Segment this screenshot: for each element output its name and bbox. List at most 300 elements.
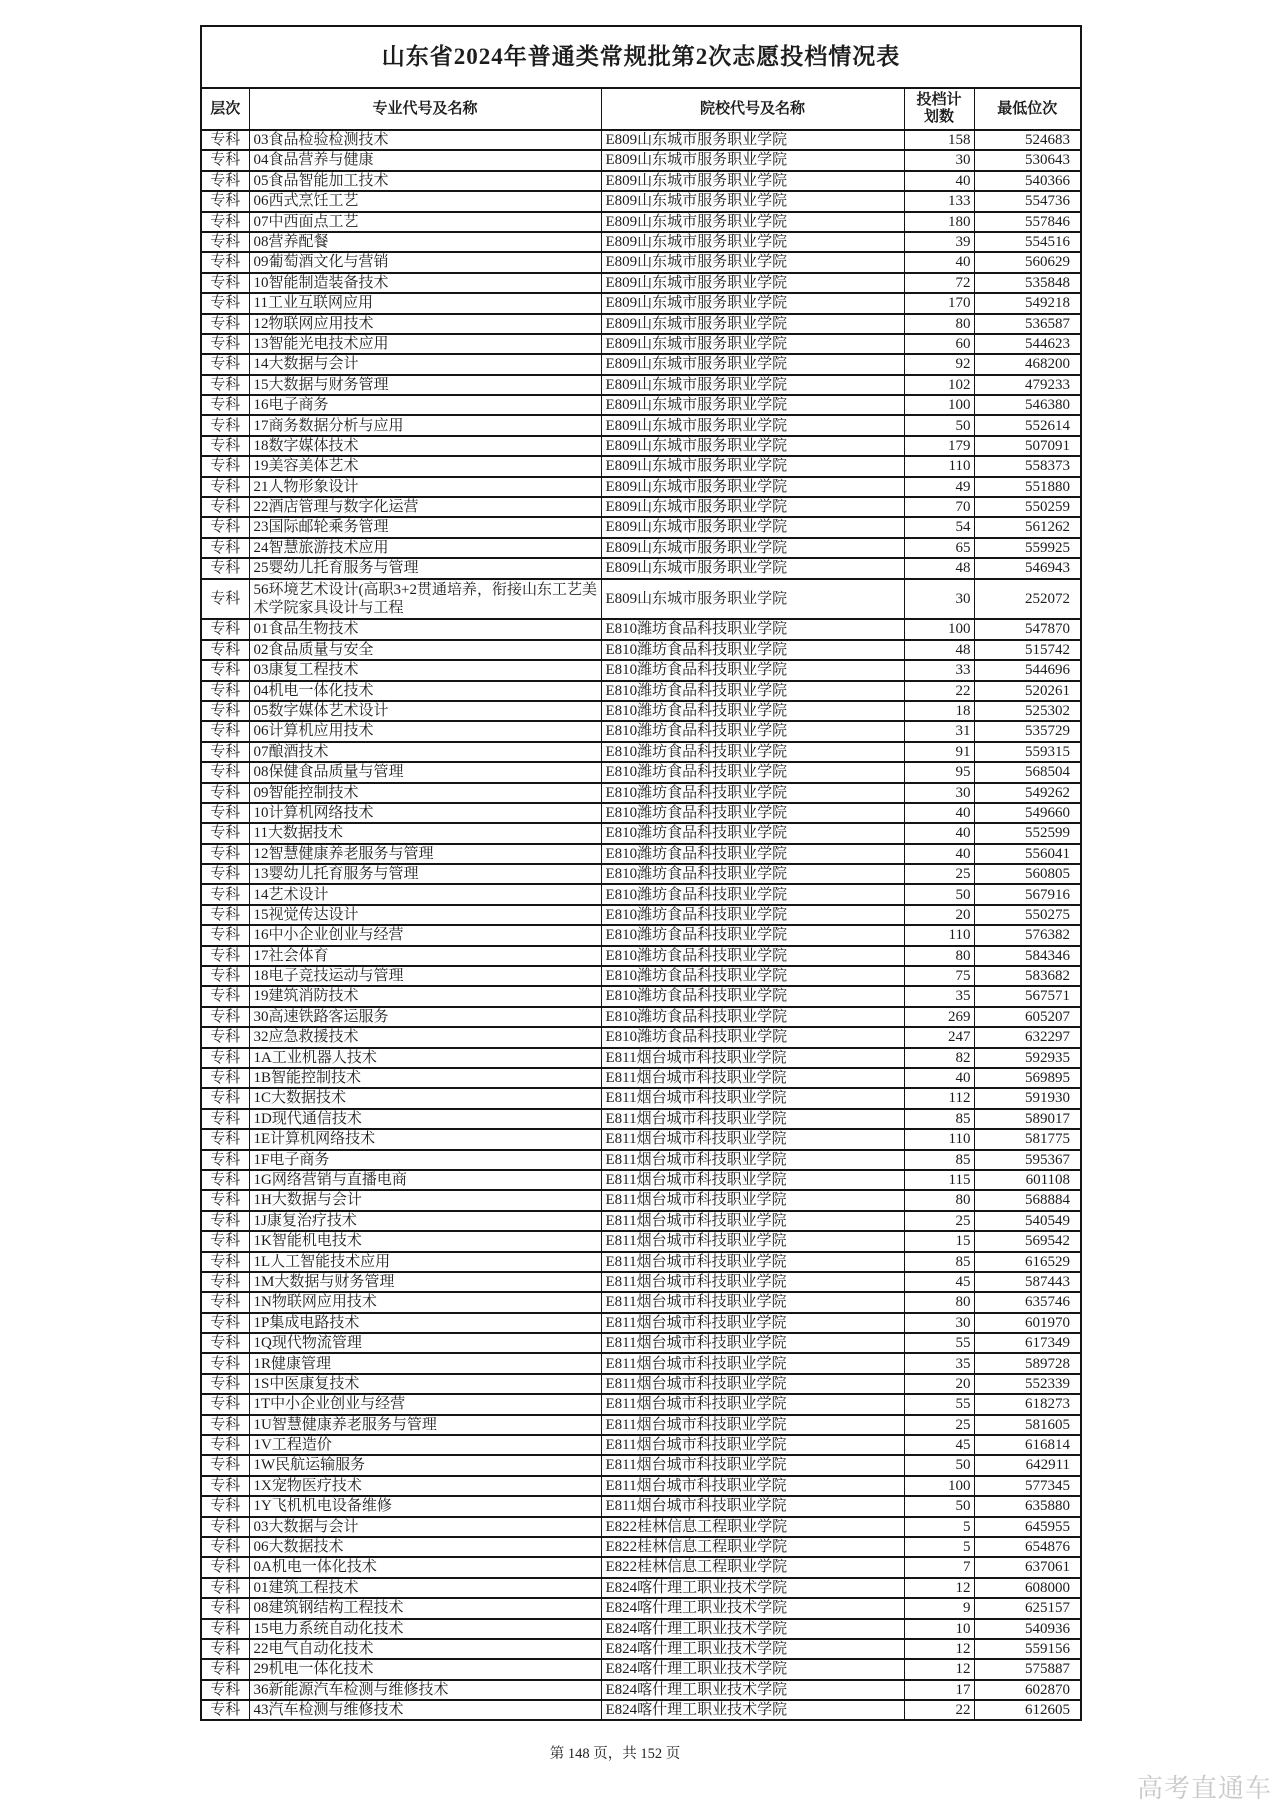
major-cell: 1S中医康复技术 — [249, 1374, 601, 1394]
table-row — [201, 864, 1081, 884]
col-header-plan — [904, 88, 974, 130]
level-cell: 专科 — [201, 1557, 249, 1577]
rank-cell: 595367 — [974, 1150, 1081, 1170]
level-cell: 专科 — [201, 1639, 249, 1659]
college-cell: E810潍坊食品科技职业学院 — [601, 823, 904, 843]
rank-cell: 569542 — [974, 1231, 1081, 1251]
plan-cell: 133 — [904, 191, 974, 211]
watermark: 高考直通车 — [1136, 1774, 1272, 1803]
col-header-major: 专业代号及名称 — [249, 88, 601, 130]
college-cell: E809山东城市服务职业学院 — [601, 314, 904, 334]
table-row — [201, 456, 1081, 476]
plan-cell: 247 — [904, 1027, 974, 1047]
rank-cell: 591930 — [974, 1088, 1081, 1108]
plan-cell: 158 — [904, 130, 974, 150]
level-cell: 专科 — [201, 1252, 249, 1272]
college-cell: E811烟台城市科技职业学院 — [601, 1353, 904, 1373]
rank-cell: 575887 — [974, 1659, 1081, 1679]
table-row — [201, 946, 1081, 966]
college-cell: E809山东城市服务职业学院 — [601, 191, 904, 211]
major-cell: 03康复工程技术 — [249, 660, 601, 680]
major-cell: 1L人工智能技术应用 — [249, 1252, 601, 1272]
college-cell: E809山东城市服务职业学院 — [601, 538, 904, 558]
major-cell: 1D现代通信技术 — [249, 1109, 601, 1129]
major-cell: 08建筑钢结构工程技术 — [249, 1598, 601, 1618]
college-cell: E809山东城市服务职业学院 — [601, 497, 904, 517]
plan-cell: 25 — [904, 1211, 974, 1231]
level-cell: 专科 — [201, 456, 249, 476]
college-cell: E810潍坊食品科技职业学院 — [601, 1027, 904, 1047]
table-row — [201, 660, 1081, 680]
level-cell: 专科 — [201, 232, 249, 252]
level-cell: 专科 — [201, 1517, 249, 1537]
plan-cell: 179 — [904, 436, 974, 456]
table-row — [201, 477, 1081, 497]
table-row — [201, 1048, 1081, 1068]
table-row — [201, 1292, 1081, 1312]
plan-cell: 31 — [904, 721, 974, 741]
rank-cell: 549262 — [974, 783, 1081, 803]
table-row — [201, 1415, 1081, 1435]
plan-cell: 17 — [904, 1680, 974, 1700]
rank-cell: 601970 — [974, 1313, 1081, 1333]
level-cell: 专科 — [201, 436, 249, 456]
major-cell: 21人物形象设计 — [249, 477, 601, 497]
rank-cell: 605207 — [974, 1007, 1081, 1027]
level-cell: 专科 — [201, 1700, 249, 1720]
level-cell: 专科 — [201, 640, 249, 660]
college-cell: E810潍坊食品科技职业学院 — [601, 619, 904, 639]
major-cell: 1E计算机网络技术 — [249, 1129, 601, 1149]
college-cell: E809山东城市服务职业学院 — [601, 334, 904, 354]
major-cell: 14艺术设计 — [249, 884, 601, 904]
rank-cell: 637061 — [974, 1557, 1081, 1577]
plan-cell: 20 — [904, 1374, 974, 1394]
level-cell: 专科 — [201, 946, 249, 966]
college-cell: E824喀什理工职业技术学院 — [601, 1598, 904, 1618]
college-cell: E824喀什理工职业技术学院 — [601, 1639, 904, 1659]
column-header-row — [201, 88, 1081, 130]
table-row — [201, 701, 1081, 721]
level-cell: 专科 — [201, 1129, 249, 1149]
college-cell: E810潍坊食品科技职业学院 — [601, 986, 904, 1006]
college-cell: E811烟台城市科技职业学院 — [601, 1496, 904, 1516]
major-cell: 1J康复治疗技术 — [249, 1211, 601, 1231]
major-cell: 11工业互联网应用 — [249, 293, 601, 313]
plan-cell: 85 — [904, 1150, 974, 1170]
col-header-college: 院校代号及名称 — [601, 88, 904, 130]
rank-cell: 632297 — [974, 1027, 1081, 1047]
level-cell: 专科 — [201, 1150, 249, 1170]
college-cell: E824喀什理工职业技术学院 — [601, 1659, 904, 1679]
table-row — [201, 1435, 1081, 1455]
table-row — [201, 558, 1081, 578]
table-row — [201, 1068, 1081, 1088]
plan-cell: 45 — [904, 1435, 974, 1455]
rank-cell: 547870 — [974, 619, 1081, 639]
table-row — [201, 1231, 1081, 1251]
plan-cell: 12 — [904, 1639, 974, 1659]
table-row — [201, 783, 1081, 803]
table-row — [201, 273, 1081, 293]
major-cell: 17社会体育 — [249, 946, 601, 966]
major-cell: 1M大数据与财务管理 — [249, 1272, 601, 1292]
table-row — [201, 1027, 1081, 1047]
admission-table-grid — [200, 25, 1082, 1721]
plan-cell: 80 — [904, 1190, 974, 1210]
college-cell: E810潍坊食品科技职业学院 — [601, 946, 904, 966]
table-row — [201, 395, 1081, 415]
plan-cell: 40 — [904, 171, 974, 191]
plan-cell: 75 — [904, 966, 974, 986]
major-cell: 1F电子商务 — [249, 1150, 601, 1170]
plan-cell: 30 — [904, 783, 974, 803]
plan-cell: 12 — [904, 1659, 974, 1679]
rank-cell: 567571 — [974, 986, 1081, 1006]
plan-cell: 12 — [904, 1578, 974, 1598]
major-cell: 29机电一体化技术 — [249, 1659, 601, 1679]
major-cell: 04机电一体化技术 — [249, 681, 601, 701]
college-cell: E824喀什理工职业技术学院 — [601, 1680, 904, 1700]
table-row — [201, 721, 1081, 741]
college-cell: E824喀什理工职业技术学院 — [601, 1578, 904, 1598]
major-cell: 12物联网应用技术 — [249, 314, 601, 334]
rank-cell: 568884 — [974, 1190, 1081, 1210]
rank-cell: 569895 — [974, 1068, 1081, 1088]
plan-cell: 30 — [904, 1313, 974, 1333]
level-cell: 专科 — [201, 1496, 249, 1516]
level-cell: 专科 — [201, 1272, 249, 1292]
major-cell: 32应急救援技术 — [249, 1027, 601, 1047]
major-cell: 07中西面点工艺 — [249, 212, 601, 232]
table-row — [201, 1394, 1081, 1414]
major-cell: 1N物联网应用技术 — [249, 1292, 601, 1312]
rank-cell: 515742 — [974, 640, 1081, 660]
plan-cell: 85 — [904, 1252, 974, 1272]
table-row — [201, 1272, 1081, 1292]
plan-cell: 82 — [904, 1048, 974, 1068]
level-cell: 专科 — [201, 334, 249, 354]
plan-cell: 60 — [904, 334, 974, 354]
rank-cell: 584346 — [974, 946, 1081, 966]
major-cell: 1V工程造价 — [249, 1435, 601, 1455]
table-row — [201, 1374, 1081, 1394]
college-cell: E810潍坊食品科技职业学院 — [601, 762, 904, 782]
plan-cell: 100 — [904, 619, 974, 639]
college-cell: E811烟台城市科技职业学院 — [601, 1272, 904, 1292]
level-cell: 专科 — [201, 354, 249, 374]
table-row — [201, 415, 1081, 435]
major-cell: 23国际邮轮乘务管理 — [249, 517, 601, 537]
plan-cell: 45 — [904, 1272, 974, 1292]
college-cell: E810潍坊食品科技职业学院 — [601, 721, 904, 741]
level-cell: 专科 — [201, 558, 249, 578]
level-cell: 专科 — [201, 1007, 249, 1027]
major-cell: 17商务数据分析与应用 — [249, 415, 601, 435]
table-row — [201, 1129, 1081, 1149]
rank-cell: 550275 — [974, 905, 1081, 925]
major-cell: 1Y飞机机电设备维修 — [249, 1496, 601, 1516]
table-row — [201, 1598, 1081, 1618]
major-cell: 22电气自动化技术 — [249, 1639, 601, 1659]
rank-cell: 559925 — [974, 538, 1081, 558]
rank-cell: 616814 — [974, 1435, 1081, 1455]
college-cell: E810潍坊食品科技职业学院 — [601, 884, 904, 904]
major-cell: 16电子商务 — [249, 395, 601, 415]
rank-cell: 554516 — [974, 232, 1081, 252]
plan-cell: 7 — [904, 1557, 974, 1577]
col-header-level: 层次 — [201, 88, 249, 130]
rank-cell: 645955 — [974, 1517, 1081, 1537]
major-cell: 04食品营养与健康 — [249, 150, 601, 170]
rank-cell: 530643 — [974, 150, 1081, 170]
rank-cell: 525302 — [974, 701, 1081, 721]
major-cell: 1R健康管理 — [249, 1353, 601, 1373]
major-cell: 03大数据与会计 — [249, 1517, 601, 1537]
plan-cell: 110 — [904, 1129, 974, 1149]
table-row — [201, 1700, 1081, 1720]
rank-cell: 549660 — [974, 803, 1081, 823]
rank-cell: 576382 — [974, 925, 1081, 945]
major-cell: 06计算机应用技术 — [249, 721, 601, 741]
rank-cell: 557846 — [974, 212, 1081, 232]
rank-cell: 612605 — [974, 1700, 1081, 1720]
plan-cell: 50 — [904, 884, 974, 904]
college-cell: E809山东城市服务职业学院 — [601, 130, 904, 150]
level-cell: 专科 — [201, 150, 249, 170]
level-cell: 专科 — [201, 966, 249, 986]
level-cell: 专科 — [201, 1292, 249, 1312]
major-cell: 1H大数据与会计 — [249, 1190, 601, 1210]
college-cell: E810潍坊食品科技职业学院 — [601, 783, 904, 803]
level-cell: 专科 — [201, 1537, 249, 1557]
rank-cell: 520261 — [974, 681, 1081, 701]
rank-cell: 558373 — [974, 456, 1081, 476]
level-cell: 专科 — [201, 1435, 249, 1455]
college-cell: E809山东城市服务职业学院 — [601, 252, 904, 272]
level-cell: 专科 — [201, 783, 249, 803]
level-cell: 专科 — [201, 375, 249, 395]
rank-cell: 550259 — [974, 497, 1081, 517]
major-cell: 10计算机网络技术 — [249, 803, 601, 823]
plan-cell: 40 — [904, 823, 974, 843]
college-cell: E810潍坊食品科技职业学院 — [601, 701, 904, 721]
college-cell: E809山东城市服务职业学院 — [601, 456, 904, 476]
level-cell: 专科 — [201, 1027, 249, 1047]
plan-cell: 91 — [904, 742, 974, 762]
rank-cell: 581775 — [974, 1129, 1081, 1149]
rank-cell: 601108 — [974, 1170, 1081, 1190]
table-row — [201, 130, 1081, 150]
rank-cell: 568504 — [974, 762, 1081, 782]
level-cell: 专科 — [201, 721, 249, 741]
rank-cell: 589017 — [974, 1109, 1081, 1129]
level-cell: 专科 — [201, 1415, 249, 1435]
title-row — [201, 26, 1081, 88]
plan-cell: 49 — [904, 477, 974, 497]
rank-cell: 618273 — [974, 1394, 1081, 1414]
major-cell: 1X宠物医疗技术 — [249, 1476, 601, 1496]
major-cell: 08营养配餐 — [249, 232, 601, 252]
table-row — [201, 1252, 1081, 1272]
major-cell: 56环境艺术设计(高职3+2贯通培养，衔接山东工艺美术学院家具设计与工程 — [249, 579, 601, 620]
level-cell: 专科 — [201, 1455, 249, 1475]
page-title: 山东省2024年普通类常规批第2次志愿投档情况表 — [201, 26, 1081, 88]
major-cell: 1Q现代物流管理 — [249, 1333, 601, 1353]
plan-cell: 35 — [904, 1353, 974, 1373]
plan-cell: 15 — [904, 1231, 974, 1251]
level-cell: 专科 — [201, 171, 249, 191]
table-row — [201, 1333, 1081, 1353]
level-cell: 专科 — [201, 415, 249, 435]
table-row — [201, 823, 1081, 843]
admission-table — [200, 25, 1080, 1721]
level-cell: 专科 — [201, 905, 249, 925]
plan-cell: 100 — [904, 1476, 974, 1496]
plan-cell: 40 — [904, 844, 974, 864]
plan-cell: 55 — [904, 1394, 974, 1414]
table-row — [201, 966, 1081, 986]
plan-cell: 22 — [904, 681, 974, 701]
plan-cell: 269 — [904, 1007, 974, 1027]
college-cell: E809山东城市服务职业学院 — [601, 150, 904, 170]
level-cell: 专科 — [201, 477, 249, 497]
college-cell: E811烟台城市科技职业学院 — [601, 1088, 904, 1108]
college-cell: E809山东城市服务职业学院 — [601, 232, 904, 252]
col-header-plan-label: 投档计划数 — [916, 91, 962, 125]
college-cell: E809山东城市服务职业学院 — [601, 212, 904, 232]
table-row — [201, 1517, 1081, 1537]
rank-cell: 587443 — [974, 1272, 1081, 1292]
table-row — [201, 1639, 1081, 1659]
table-row — [201, 252, 1081, 272]
major-cell: 18数字媒体技术 — [249, 436, 601, 456]
level-cell: 专科 — [201, 681, 249, 701]
plan-cell: 95 — [904, 762, 974, 782]
level-cell: 专科 — [201, 1231, 249, 1251]
level-cell: 专科 — [201, 660, 249, 680]
rank-cell: 592935 — [974, 1048, 1081, 1068]
major-cell: 1P集成电路技术 — [249, 1313, 601, 1333]
rank-cell: 561262 — [974, 517, 1081, 537]
college-cell: E810潍坊食品科技职业学院 — [601, 803, 904, 823]
level-cell: 专科 — [201, 844, 249, 864]
table-row — [201, 884, 1081, 904]
table-row — [201, 538, 1081, 558]
table-row — [201, 191, 1081, 211]
major-cell: 09葡萄酒文化与营销 — [249, 252, 601, 272]
level-cell: 专科 — [201, 1109, 249, 1129]
level-cell: 专科 — [201, 1088, 249, 1108]
level-cell: 专科 — [201, 884, 249, 904]
table-row — [201, 150, 1081, 170]
rank-cell: 559315 — [974, 742, 1081, 762]
table-row — [201, 844, 1081, 864]
college-cell: E809山东城市服务职业学院 — [601, 558, 904, 578]
plan-cell: 110 — [904, 456, 974, 476]
college-cell: E811烟台城市科技职业学院 — [601, 1048, 904, 1068]
plan-cell: 85 — [904, 1109, 974, 1129]
rank-cell: 635880 — [974, 1496, 1081, 1516]
table-row — [201, 1170, 1081, 1190]
college-cell: E809山东城市服务职业学院 — [601, 436, 904, 456]
table-row — [201, 354, 1081, 374]
table-row — [201, 1190, 1081, 1210]
major-cell: 15电力系统自动化技术 — [249, 1619, 601, 1639]
table-row — [201, 1007, 1081, 1027]
rank-cell: 577345 — [974, 1476, 1081, 1496]
major-cell: 09智能控制技术 — [249, 783, 601, 803]
plan-cell: 170 — [904, 293, 974, 313]
college-cell: E810潍坊食品科技职业学院 — [601, 925, 904, 945]
major-cell: 05食品智能加工技术 — [249, 171, 601, 191]
level-cell: 专科 — [201, 1659, 249, 1679]
rank-cell: 507091 — [974, 436, 1081, 456]
level-cell: 专科 — [201, 823, 249, 843]
col-header-rank: 最低位次 — [974, 88, 1081, 130]
table-row — [201, 803, 1081, 823]
level-cell: 专科 — [201, 619, 249, 639]
major-cell: 05数字媒体艺术设计 — [249, 701, 601, 721]
major-cell: 13婴幼儿托育服务与管理 — [249, 864, 601, 884]
table-row — [201, 517, 1081, 537]
table-row — [201, 436, 1081, 456]
major-cell: 16中小企业创业与经营 — [249, 925, 601, 945]
college-cell: E810潍坊食品科技职业学院 — [601, 966, 904, 986]
major-cell: 15视觉传达设计 — [249, 905, 601, 925]
plan-cell: 35 — [904, 986, 974, 1006]
rank-cell: 560805 — [974, 864, 1081, 884]
college-cell: E809山东城市服务职业学院 — [601, 579, 904, 620]
level-cell: 专科 — [201, 579, 249, 620]
major-cell: 01建筑工程技术 — [249, 1578, 601, 1598]
major-cell: 1U智慧健康养老服务与管理 — [249, 1415, 601, 1435]
plan-cell: 30 — [904, 579, 974, 620]
rank-cell: 546380 — [974, 395, 1081, 415]
rank-cell: 546943 — [974, 558, 1081, 578]
college-cell: E822桂林信息工程职业学院 — [601, 1537, 904, 1557]
table-row — [201, 232, 1081, 252]
plan-cell: 40 — [904, 252, 974, 272]
table-row — [201, 986, 1081, 1006]
college-cell: E811烟台城市科技职业学院 — [601, 1415, 904, 1435]
table-row — [201, 497, 1081, 517]
college-cell: E811烟台城市科技职业学院 — [601, 1374, 904, 1394]
rank-cell: 252072 — [974, 579, 1081, 620]
table-row — [201, 1680, 1081, 1700]
plan-cell: 22 — [904, 1700, 974, 1720]
college-cell: E811烟台城市科技职业学院 — [601, 1476, 904, 1496]
table-row — [201, 171, 1081, 191]
rank-cell: 616529 — [974, 1252, 1081, 1272]
plan-cell: 50 — [904, 1496, 974, 1516]
rank-cell: 552599 — [974, 823, 1081, 843]
rank-cell: 544623 — [974, 334, 1081, 354]
level-cell: 专科 — [201, 395, 249, 415]
college-cell: E809山东城市服务职业学院 — [601, 375, 904, 395]
table-row — [201, 334, 1081, 354]
table-row — [201, 1619, 1081, 1639]
level-cell: 专科 — [201, 1353, 249, 1373]
plan-cell: 40 — [904, 803, 974, 823]
rank-cell: 540936 — [974, 1619, 1081, 1639]
college-cell: E810潍坊食品科技职业学院 — [601, 640, 904, 660]
major-cell: 12智慧健康养老服务与管理 — [249, 844, 601, 864]
major-cell: 18电子竞技运动与管理 — [249, 966, 601, 986]
level-cell: 专科 — [201, 1211, 249, 1231]
college-cell: E809山东城市服务职业学院 — [601, 395, 904, 415]
plan-cell: 115 — [904, 1170, 974, 1190]
